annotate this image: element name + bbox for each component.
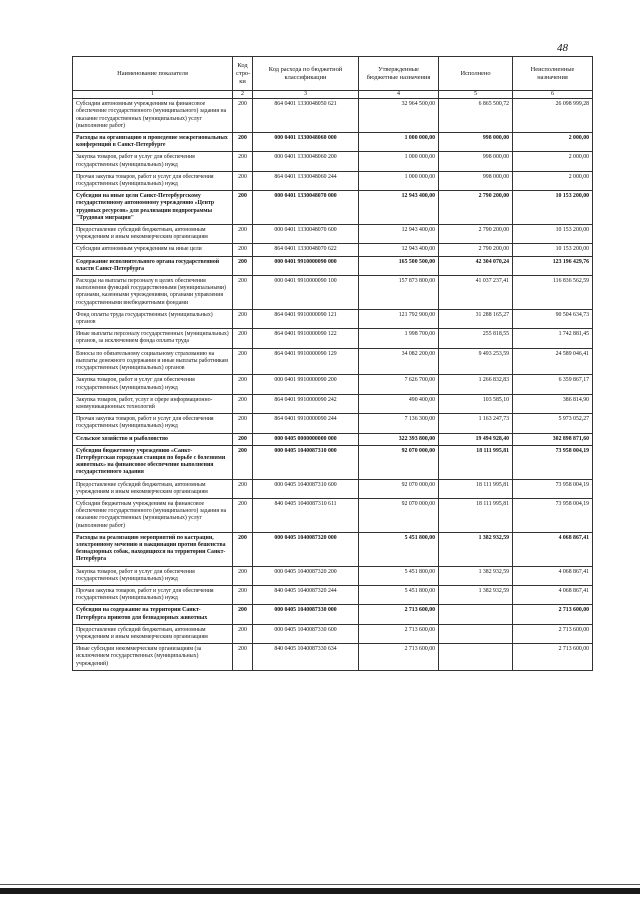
cell-unexecuted: 73 958 004,19 bbox=[513, 479, 593, 498]
cell-approved: 2 713 600,00 bbox=[359, 624, 439, 643]
column-number: 3 bbox=[253, 91, 359, 99]
cell-line-code: 200 bbox=[233, 244, 253, 256]
cell-executed: 998 000,00 bbox=[439, 152, 513, 171]
cell-unexecuted: 4 068 867,41 bbox=[513, 566, 593, 585]
cell-budget-code: 000 0401 1330048070 000 bbox=[253, 191, 359, 225]
cell-approved: 322 393 800,00 bbox=[359, 433, 439, 445]
cell-executed: 998 000,00 bbox=[439, 171, 513, 190]
cell-unexecuted: 4 068 867,41 bbox=[513, 532, 593, 566]
cell-name: Предоставление субсидий бюджетным, автономным учреждениям и иным некоммерческим организациям bbox=[73, 624, 233, 643]
cell-line-code: 200 bbox=[233, 585, 253, 604]
table-row bbox=[73, 171, 593, 190]
cell-line-code: 200 bbox=[233, 329, 253, 348]
column-number: 2 bbox=[233, 91, 253, 99]
cell-line-code: 200 bbox=[233, 445, 253, 479]
cell-approved: 12 943 400,00 bbox=[359, 244, 439, 256]
cell-line-code: 200 bbox=[233, 479, 253, 498]
cell-executed: 41 037 237,41 bbox=[439, 276, 513, 310]
cell-name: Сельское хозяйство и рыболовство bbox=[73, 433, 233, 445]
table-header-row bbox=[73, 57, 593, 91]
cell-name: Закупка товаров, работ и услуг для обеспечения государственных (муниципальных) нужд bbox=[73, 152, 233, 171]
cell-unexecuted: 5 973 052,27 bbox=[513, 414, 593, 433]
cell-approved: 2 713 600,00 bbox=[359, 605, 439, 624]
cell-executed: 9 493 253,59 bbox=[439, 348, 513, 375]
column-number-row bbox=[73, 91, 593, 99]
cell-name: Расходы на реализацию мероприятий по кастрации, электронному мечению и вакцинации против бешенства безнадзорных собак, находящихся на территории Санкт-Петербурга bbox=[73, 532, 233, 566]
cell-budget-code: 000 0401 9910000090 100 bbox=[253, 276, 359, 310]
cell-unexecuted: 90 504 634,73 bbox=[513, 309, 593, 328]
cell-budget-code: 000 0405 0000000000 000 bbox=[253, 433, 359, 445]
cell-name: Субсидии автономным учреждениям на иные цели bbox=[73, 244, 233, 256]
cell-budget-code: 864 0401 9910000090 129 bbox=[253, 348, 359, 375]
cell-unexecuted: 2 000,00 bbox=[513, 152, 593, 171]
scan-bottom-line bbox=[0, 884, 640, 885]
cell-name: Иные выплаты персоналу государственных (муниципальных) органов, за исключением фонда оплаты труда bbox=[73, 329, 233, 348]
cell-line-code: 200 bbox=[233, 644, 253, 671]
header-budget-code: Код расхода по бюджетной классификации bbox=[253, 57, 359, 91]
table-row bbox=[73, 445, 593, 479]
table-row bbox=[73, 225, 593, 244]
cell-unexecuted: 73 958 004,19 bbox=[513, 498, 593, 532]
table-row bbox=[73, 133, 593, 152]
cell-unexecuted: 2 713 600,00 bbox=[513, 624, 593, 643]
cell-executed: 1 266 832,83 bbox=[439, 375, 513, 394]
cell-executed: 18 111 995,81 bbox=[439, 498, 513, 532]
table-row bbox=[73, 276, 593, 310]
table-row bbox=[73, 479, 593, 498]
cell-budget-code: 000 0401 9910000090 200 bbox=[253, 375, 359, 394]
cell-name: Субсидии на содержание на территории Санкт-Петербурга приютов для безнадзорных животных bbox=[73, 605, 233, 624]
cell-line-code: 200 bbox=[233, 566, 253, 585]
cell-approved: 1 000 000,00 bbox=[359, 133, 439, 152]
cell-executed bbox=[439, 624, 513, 643]
table-row bbox=[73, 498, 593, 532]
cell-unexecuted: 2 000,00 bbox=[513, 171, 593, 190]
cell-name: Расходы на организацию и проведение межрегиональных конференций в Санкт-Петербурге bbox=[73, 133, 233, 152]
table-row bbox=[73, 414, 593, 433]
cell-name: Субсидии автономным учреждениям на финансовое обеспечение государственного (муниципального) задания на оказание государственных (муниципальных) услуг (выполнение работ) bbox=[73, 99, 233, 133]
cell-name: Предоставление субсидий бюджетным, автономным учреждениям и иным некоммерческим организациям bbox=[73, 479, 233, 498]
table-row bbox=[73, 152, 593, 171]
budget-table-container bbox=[72, 56, 592, 671]
table-row bbox=[73, 585, 593, 604]
cell-approved: 2 713 600,00 bbox=[359, 644, 439, 671]
cell-budget-code: 000 0405 1040087310 600 bbox=[253, 479, 359, 498]
cell-executed: 19 494 928,40 bbox=[439, 433, 513, 445]
cell-executed: 42 304 070,24 bbox=[439, 256, 513, 275]
cell-name: Прочая закупка товаров, работ и услуг для обеспечения государственных (муниципальных) нужд bbox=[73, 414, 233, 433]
cell-budget-code: 000 0405 1040087320 200 bbox=[253, 566, 359, 585]
cell-executed: 2 790 200,00 bbox=[439, 191, 513, 225]
cell-budget-code: 864 0401 9910000090 121 bbox=[253, 309, 359, 328]
cell-approved: 12 943 400,00 bbox=[359, 225, 439, 244]
cell-executed bbox=[439, 644, 513, 671]
cell-line-code: 200 bbox=[233, 433, 253, 445]
cell-name: Закупка товаров, работ и услуг для обеспечения государственных (муниципальных) нужд bbox=[73, 375, 233, 394]
cell-executed: 2 790 200,00 bbox=[439, 225, 513, 244]
cell-unexecuted: 10 153 200,00 bbox=[513, 225, 593, 244]
cell-executed: 18 111 995,81 bbox=[439, 445, 513, 479]
cell-line-code: 200 bbox=[233, 133, 253, 152]
column-number: 4 bbox=[359, 91, 439, 99]
cell-unexecuted: 10 153 200,00 bbox=[513, 244, 593, 256]
cell-name: Предоставление субсидий бюджетным, автономным учреждениям и иным некоммерческим организациям bbox=[73, 225, 233, 244]
cell-name: Закупка товаров, работ, услуг в сфере информационно-коммуникационных технологий bbox=[73, 394, 233, 413]
cell-approved: 32 964 500,00 bbox=[359, 99, 439, 133]
cell-unexecuted: 1 742 881,45 bbox=[513, 329, 593, 348]
column-number: 1 bbox=[73, 91, 233, 99]
cell-budget-code: 864 0401 9910000090 122 bbox=[253, 329, 359, 348]
table-row bbox=[73, 532, 593, 566]
cell-budget-code: 864 0401 1330048060 244 bbox=[253, 171, 359, 190]
cell-approved: 92 070 000,00 bbox=[359, 445, 439, 479]
cell-budget-code: 840 0405 1040087330 634 bbox=[253, 644, 359, 671]
cell-name: Взносы по обязательному социальному страхованию на выплаты денежного содержания и иные выплаты работникам государственных (муниципальных) органов bbox=[73, 348, 233, 375]
table-row bbox=[73, 191, 593, 225]
cell-unexecuted: 2 713 600,00 bbox=[513, 605, 593, 624]
column-number: 6 bbox=[513, 91, 593, 99]
cell-budget-code: 000 0401 1330048060 000 bbox=[253, 133, 359, 152]
cell-line-code: 200 bbox=[233, 375, 253, 394]
header-name: Наименование показателя bbox=[73, 57, 233, 91]
cell-budget-code: 000 0405 1040087320 000 bbox=[253, 532, 359, 566]
cell-name: Расходы на выплаты персоналу в целях обеспечения выполнения функций государственными (муниципальными) органами, казенными учреждениями, органами управления государственными внебюджетными фондами bbox=[73, 276, 233, 310]
cell-line-code: 200 bbox=[233, 309, 253, 328]
cell-budget-code: 864 0401 1330048050 621 bbox=[253, 99, 359, 133]
cell-approved: 5 451 800,00 bbox=[359, 532, 439, 566]
table-row bbox=[73, 329, 593, 348]
cell-unexecuted: 386 814,90 bbox=[513, 394, 593, 413]
cell-executed: 1 382 932,59 bbox=[439, 585, 513, 604]
cell-name: Субсидии бюджетным учреждениям на финансовое обеспечение государственного (муниципального) задания на оказание государственных (муниципальных) услуг (выполнение работ) bbox=[73, 498, 233, 532]
cell-unexecuted: 26 098 999,28 bbox=[513, 99, 593, 133]
cell-executed: 103 585,10 bbox=[439, 394, 513, 413]
header-line-code: Код стро-ки bbox=[233, 57, 253, 91]
table-row bbox=[73, 375, 593, 394]
cell-name: Содержание исполнительного органа государственной власти Санкт-Петербурга bbox=[73, 256, 233, 275]
cell-budget-code: 864 0401 1330048070 622 bbox=[253, 244, 359, 256]
cell-approved: 490 400,00 bbox=[359, 394, 439, 413]
cell-name: Закупка товаров, работ и услуг для обеспечения государственных (муниципальных) нужд bbox=[73, 566, 233, 585]
cell-line-code: 200 bbox=[233, 256, 253, 275]
cell-name: Иные субсидии некоммерческим организациям (за исключением государственных (муниципальных) учреждений) bbox=[73, 644, 233, 671]
cell-executed: 1 163 247,73 bbox=[439, 414, 513, 433]
cell-executed: 2 790 200,00 bbox=[439, 244, 513, 256]
budget-execution-table bbox=[72, 56, 593, 671]
cell-line-code: 200 bbox=[233, 225, 253, 244]
cell-approved: 5 451 800,00 bbox=[359, 585, 439, 604]
table-row bbox=[73, 394, 593, 413]
cell-line-code: 200 bbox=[233, 624, 253, 643]
cell-line-code: 200 bbox=[233, 171, 253, 190]
cell-executed: 18 111 995,81 bbox=[439, 479, 513, 498]
cell-approved: 121 792 900,00 bbox=[359, 309, 439, 328]
cell-budget-code: 840 0405 1040087310 611 bbox=[253, 498, 359, 532]
header-approved: Утвержденные бюджетные назначения bbox=[359, 57, 439, 91]
scan-bottom-bar bbox=[0, 888, 640, 894]
table-row bbox=[73, 244, 593, 256]
cell-approved: 165 500 500,00 bbox=[359, 256, 439, 275]
header-unexecuted: Неисполненные назначения bbox=[513, 57, 593, 91]
cell-unexecuted: 2 713 600,00 bbox=[513, 644, 593, 671]
table-row bbox=[73, 256, 593, 275]
cell-budget-code: 000 0405 1040087330 600 bbox=[253, 624, 359, 643]
cell-line-code: 200 bbox=[233, 191, 253, 225]
cell-executed: 31 288 165,27 bbox=[439, 309, 513, 328]
cell-approved: 7 626 700,00 bbox=[359, 375, 439, 394]
cell-executed: 1 382 932,59 bbox=[439, 532, 513, 566]
cell-approved: 157 873 800,00 bbox=[359, 276, 439, 310]
cell-approved: 92 070 000,00 bbox=[359, 498, 439, 532]
cell-line-code: 200 bbox=[233, 99, 253, 133]
table-row bbox=[73, 309, 593, 328]
table-row bbox=[73, 605, 593, 624]
cell-budget-code: 000 0401 1330048060 200 bbox=[253, 152, 359, 171]
cell-approved: 5 451 800,00 bbox=[359, 566, 439, 585]
cell-line-code: 200 bbox=[233, 152, 253, 171]
cell-unexecuted: 302 898 871,60 bbox=[513, 433, 593, 445]
cell-line-code: 200 bbox=[233, 498, 253, 532]
header-executed: Исполнено bbox=[439, 57, 513, 91]
table-body bbox=[73, 99, 593, 671]
page-number: 48 bbox=[557, 42, 568, 54]
cell-name: Фонд оплаты труда государственных (муниципальных) органов bbox=[73, 309, 233, 328]
cell-executed: 255 818,55 bbox=[439, 329, 513, 348]
cell-budget-code: 864 0401 9910000090 242 bbox=[253, 394, 359, 413]
cell-unexecuted: 73 958 004,19 bbox=[513, 445, 593, 479]
cell-line-code: 200 bbox=[233, 394, 253, 413]
cell-line-code: 200 bbox=[233, 605, 253, 624]
cell-line-code: 200 bbox=[233, 414, 253, 433]
cell-budget-code: 000 0401 1330048070 600 bbox=[253, 225, 359, 244]
cell-executed: 998 000,00 bbox=[439, 133, 513, 152]
cell-approved: 92 070 000,00 bbox=[359, 479, 439, 498]
cell-budget-code: 000 0405 1040087310 000 bbox=[253, 445, 359, 479]
table-row bbox=[73, 624, 593, 643]
cell-budget-code: 000 0401 9910000090 000 bbox=[253, 256, 359, 275]
cell-unexecuted: 2 000,00 bbox=[513, 133, 593, 152]
cell-budget-code: 840 0405 1040087320 244 bbox=[253, 585, 359, 604]
cell-unexecuted: 24 589 046,41 bbox=[513, 348, 593, 375]
cell-executed bbox=[439, 605, 513, 624]
cell-unexecuted: 6 359 867,17 bbox=[513, 375, 593, 394]
cell-line-code: 200 bbox=[233, 276, 253, 310]
table-row bbox=[73, 99, 593, 133]
table-row bbox=[73, 348, 593, 375]
cell-approved: 1 000 000,00 bbox=[359, 152, 439, 171]
cell-approved: 7 136 300,00 bbox=[359, 414, 439, 433]
cell-line-code: 200 bbox=[233, 348, 253, 375]
cell-approved: 12 943 400,00 bbox=[359, 191, 439, 225]
cell-name: Прочая закупка товаров, работ и услуг для обеспечения государственных (муниципальных) нужд bbox=[73, 585, 233, 604]
cell-unexecuted: 4 068 867,41 bbox=[513, 585, 593, 604]
column-number: 5 bbox=[439, 91, 513, 99]
cell-approved: 1 998 700,00 bbox=[359, 329, 439, 348]
table-row bbox=[73, 644, 593, 671]
cell-line-code: 200 bbox=[233, 532, 253, 566]
cell-executed: 6 865 500,72 bbox=[439, 99, 513, 133]
table-row bbox=[73, 433, 593, 445]
cell-executed: 1 382 932,59 bbox=[439, 566, 513, 585]
table-row bbox=[73, 566, 593, 585]
cell-unexecuted: 10 153 200,00 bbox=[513, 191, 593, 225]
cell-budget-code: 000 0405 1040087330 000 bbox=[253, 605, 359, 624]
cell-unexecuted: 116 836 562,59 bbox=[513, 276, 593, 310]
cell-approved: 1 000 000,00 bbox=[359, 171, 439, 190]
cell-approved: 34 082 200,00 bbox=[359, 348, 439, 375]
cell-name: Субсидии на иные цели Санкт-Петербургскому государственному автономному учреждению «Центр трудовых ресурсов» для реализации подпрограммы "Трудовая миграция" bbox=[73, 191, 233, 225]
cell-name: Прочая закупка товаров, работ и услуг для обеспечения государственных (муниципальных) нужд bbox=[73, 171, 233, 190]
cell-budget-code: 864 0401 9910000090 244 bbox=[253, 414, 359, 433]
cell-unexecuted: 123 196 429,76 bbox=[513, 256, 593, 275]
cell-name: Субсидии бюджетному учреждению «Санкт-Петербургская городская станция по борьбе с болезнями животных» на финансовое обеспечение выполнения государственного задания bbox=[73, 445, 233, 479]
